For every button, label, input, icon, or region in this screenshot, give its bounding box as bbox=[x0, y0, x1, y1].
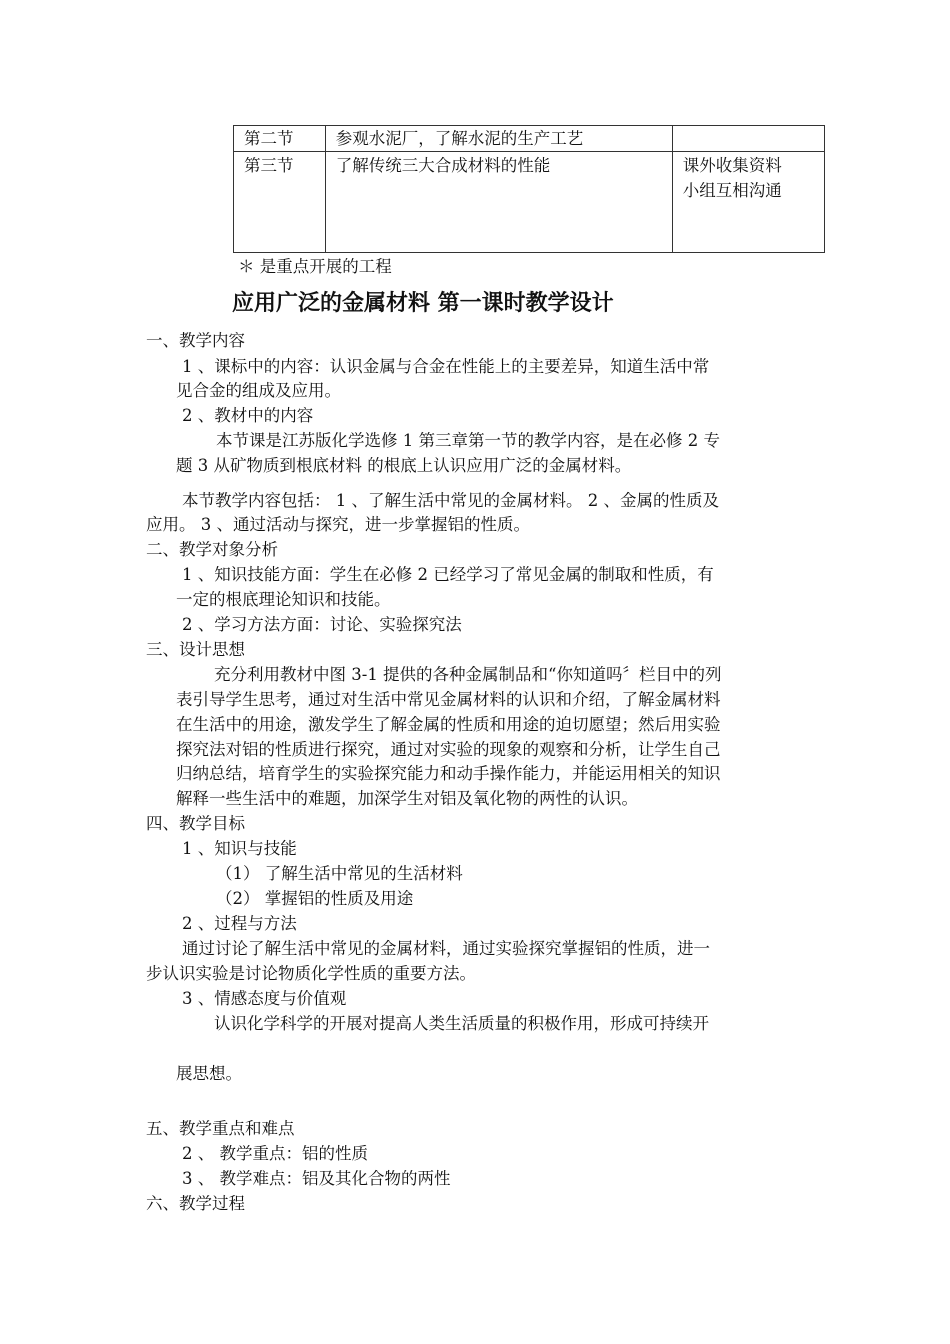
subheading: 3 、情感态度与价值观 bbox=[182, 989, 347, 1008]
method-line: 课外收集资料 bbox=[682, 156, 782, 175]
table-footnote: ＊ 是重点开展的工程 bbox=[238, 257, 392, 276]
table-row bbox=[234, 126, 825, 152]
paragraph-line: 2 、学习方法方面：讨论、实验探究法 bbox=[182, 615, 462, 634]
list-item: 2 、 教学重点：铝的性质 bbox=[182, 1144, 368, 1163]
paragraph-line: 一定的根底理论知识和技能。 bbox=[176, 590, 391, 609]
method-line: 小组互相沟通 bbox=[682, 181, 782, 200]
list-item: （2） 掌握铝的性质及用途 bbox=[216, 889, 414, 908]
section-heading: 一、教学内容 bbox=[146, 331, 245, 350]
paragraph-line: 解释一些生活中的难题，加深学生对铝及氧化物的两性的认识。 bbox=[176, 789, 638, 808]
table-row bbox=[234, 152, 825, 253]
paragraph-line: 1 、知识技能方面：学生在必修 2 已经学习了常见金属的制取和性质，有 bbox=[182, 565, 714, 584]
section-heading: 六、教学过程 bbox=[146, 1194, 245, 1213]
section-heading: 三、设计思想 bbox=[146, 640, 245, 659]
table-cell-content: 了解传统三大合成材料的性能 bbox=[325, 152, 672, 253]
paragraph-line: 探究法对铝的性质进行探究，通过对实验的现象的观察和分析，让学生自己 bbox=[176, 740, 721, 759]
paragraph-line: 在生活中的用途，激发学生了解金属的性质和用途的迫切愿望；然后用实验 bbox=[176, 715, 721, 734]
section-heading: 二、教学对象分析 bbox=[146, 540, 278, 559]
subheading: 1 、知识与技能 bbox=[182, 839, 297, 858]
list-item: 3 、 教学难点：铝及其化合物的两性 bbox=[182, 1169, 451, 1188]
paragraph-line: 本节教学内容包括： 1 、了解生活中常见的金属材料。 2 、金属的性质及 bbox=[182, 491, 719, 510]
table-cell-content: 参观水泥厂，了解水泥的生产工艺 bbox=[325, 126, 672, 152]
paragraph-line: 应用。 3 、通过活动与探究，进一步掌握铝的性质。 bbox=[146, 515, 530, 534]
paragraph-line: 本节课是江苏版化学选修 1 第三章第一节的教学内容，是在必修 2 专 bbox=[216, 431, 720, 450]
paragraph-line: 1 、课标中的内容：认识金属与合金在性能上的主要差异，知道生活中常 bbox=[182, 357, 710, 376]
table-cell-section: 第三节 bbox=[234, 152, 326, 253]
subheading: 2 、教材中的内容 bbox=[182, 406, 314, 425]
section-heading: 五、教学重点和难点 bbox=[146, 1119, 295, 1138]
table-cell-method bbox=[672, 152, 824, 253]
paragraph-line: 展思想。 bbox=[176, 1064, 242, 1083]
paragraph-line: 表引导学生思考，通过对生活中常见金属材料的认识和介绍，了解金属材料 bbox=[176, 690, 721, 709]
paragraph-line: 充分利用教材中图 3-1 提供的各种金属制品和“你知道吗〞栏目中的列 bbox=[214, 665, 722, 684]
paragraph-line: 通过讨论了解生活中常见的金属材料，通过实验探究掌握铝的性质，进一 bbox=[182, 939, 710, 958]
paragraph-line: 步认识实验是讨论物质化学性质的重要方法。 bbox=[146, 964, 476, 983]
document-title: 应用广泛的金属材料 第一课时教学设计 bbox=[232, 291, 614, 316]
subheading: 2 、过程与方法 bbox=[182, 914, 297, 933]
table-cell-method bbox=[672, 126, 824, 152]
schedule-table bbox=[233, 125, 825, 253]
paragraph-line: 见合金的组成及应用。 bbox=[176, 381, 341, 400]
table-cell-section: 第二节 bbox=[234, 126, 326, 152]
list-item: （1） 了解生活中常见的生活材料 bbox=[216, 864, 463, 883]
paragraph-line: 题 3 从矿物质到根底材料 的根底上认识应用广泛的金属材料。 bbox=[176, 456, 632, 475]
paragraph-line: 认识化学科学的开展对提高人类生活质量的积极作用，形成可持续开 bbox=[214, 1014, 709, 1033]
section-heading: 四、教学目标 bbox=[146, 814, 245, 833]
paragraph-line: 归纳总结，培育学生的实验探究能力和动手操作能力，并能运用相关的知识 bbox=[176, 764, 721, 783]
